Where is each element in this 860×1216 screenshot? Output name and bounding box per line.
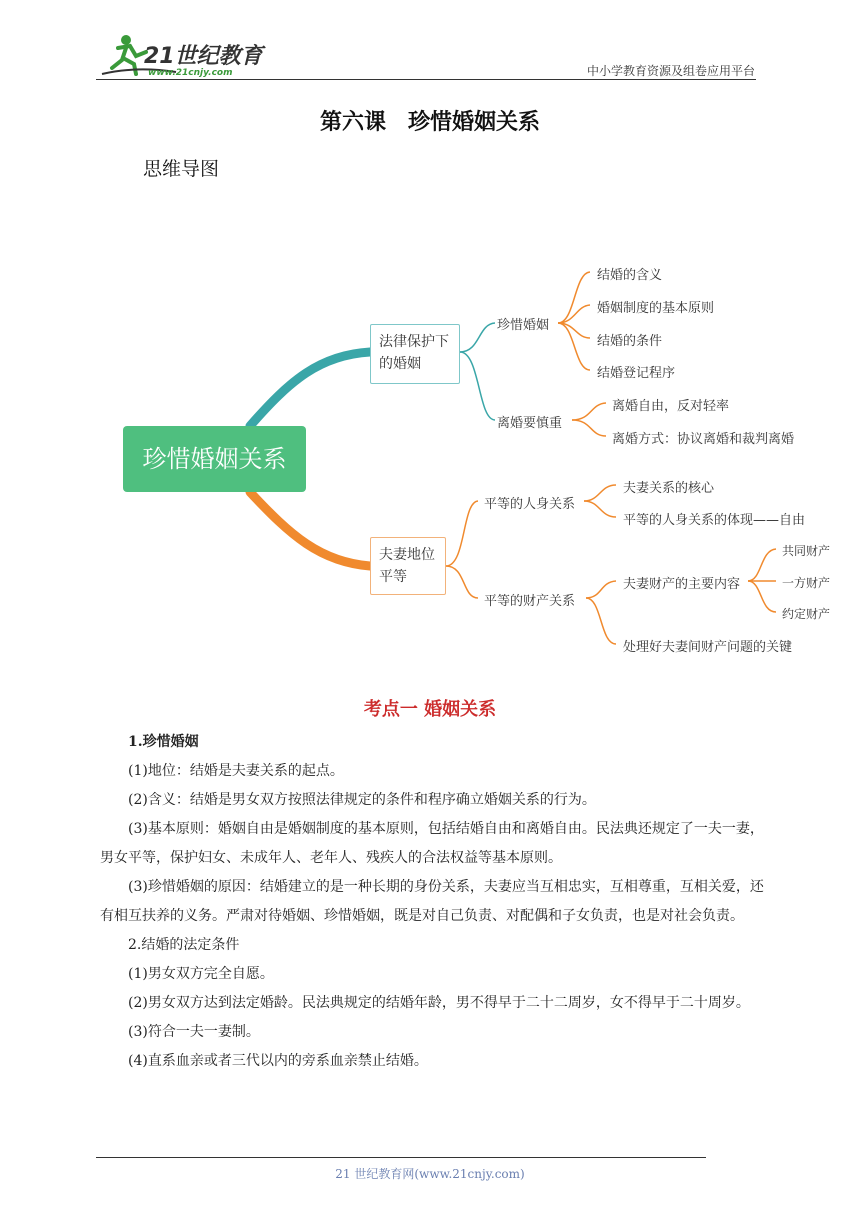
- paragraph: (2)男女双方达到法定婚龄。民法典规定的结婚年龄，男不得早于二十二周岁，女不得早于二十周岁。: [128, 995, 750, 1011]
- node-property-sub: 一方财产: [782, 576, 831, 590]
- logo-text: 21世纪教育: [144, 44, 263, 69]
- node-property-key: 处理好夫妻间财产问题的关键: [623, 640, 793, 655]
- node-marriage-item: 结婚登记程序: [597, 366, 676, 381]
- header-divider: [96, 79, 756, 80]
- mindmap-heading: 思维导图: [143, 158, 220, 180]
- footer-divider: [96, 1157, 706, 1158]
- branch-law-marriage-line2: 的婚姻: [379, 356, 421, 372]
- node-divorce-item: 离婚自由，反对轻率: [612, 399, 730, 414]
- node-personal-item: 夫妻关系的核心: [623, 481, 715, 496]
- node-property-sub: 约定财产: [782, 607, 831, 621]
- branch-equal-status: [370, 537, 446, 595]
- node-divorce-item: 离婚方式：协议离婚和裁判离婚: [612, 432, 795, 447]
- logo-url: www.21cnjy.com: [148, 68, 233, 78]
- branch-law-marriage: [370, 324, 460, 384]
- node-property-relation: 平等的财产关系: [484, 594, 576, 609]
- node-marriage-item: 结婚的含义: [597, 268, 663, 283]
- node-cherish-marriage: 珍惜婚姻: [497, 318, 550, 333]
- mindmap-root: 珍惜婚姻关系: [123, 426, 306, 492]
- node-divorce: 离婚要慎重: [497, 416, 563, 431]
- node-marriage-item: 结婚的条件: [597, 334, 663, 349]
- section-title: 考点一 婚姻关系: [363, 699, 497, 720]
- branch-law-marriage-line1: 法律保护下: [379, 334, 449, 350]
- node-personal-item: 平等的人身关系的体现——自由: [623, 513, 806, 528]
- branch-equal-status-line1: 夫妻地位: [379, 547, 435, 563]
- node-property-sub: 共同财产: [782, 544, 831, 558]
- page-title: 第六课 珍惜婚姻关系: [319, 110, 540, 135]
- site-logo: [96, 30, 266, 78]
- footer-text: 21 世纪教育网(www.21cnjy.com): [335, 1167, 525, 1181]
- paragraph: (3)基本原则：婚姻自由是婚姻制度的基本原则，包括结婚自由和离婚自由。民法典还规定了一夫一妻，男女平等，保护妇女、未成年人、老年人、残疾人的合法权益等基本原则。: [100, 821, 764, 866]
- paragraph: (3)符合一夫一妻制。: [128, 1024, 260, 1040]
- subheading: 2.结婚的法定条件: [128, 937, 240, 953]
- node-marriage-item: 婚姻制度的基本原则: [597, 301, 715, 316]
- branch-equal-status-line2: 平等: [379, 569, 407, 585]
- subheading: 1.珍惜婚姻: [128, 734, 199, 750]
- paragraph: (2)含义：结婚是男女双方按照法律规定的条件和程序确立婚姻关系的行为。: [128, 792, 596, 808]
- paragraph: (1)地位：结婚是夫妻关系的起点。: [128, 763, 344, 779]
- node-personal-relation: 平等的人身关系: [484, 497, 576, 512]
- content-body: [100, 728, 764, 1076]
- node-property-main: 夫妻财产的主要内容: [623, 577, 741, 592]
- mindmap: [0, 240, 860, 670]
- paragraph: (3)珍惜婚姻的原因：结婚建立的是一种长期的身份关系，夫妻应当互相忠实，互相尊重，互相关爱，还有相互扶养的义务。严肃对待婚姻、珍惜婚姻，既是对自己负责、对配偶和子女负责，也是对社会负责。: [100, 879, 764, 924]
- platform-name: 中小学教育资源及组卷应用平台: [586, 64, 755, 78]
- paragraph: (1)男女双方完全自愿。: [128, 966, 274, 982]
- paragraph: (4)直系血亲或者三代以内的旁系血亲禁止结婚。: [128, 1053, 428, 1069]
